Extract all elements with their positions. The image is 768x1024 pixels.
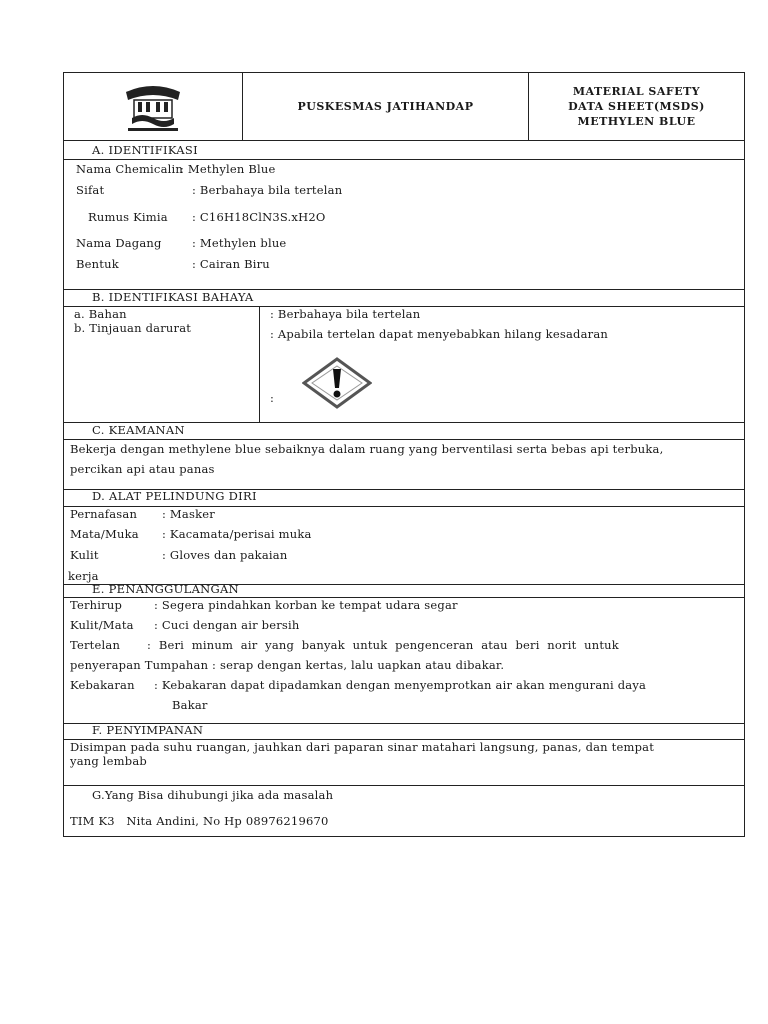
logo-cell: [64, 73, 243, 140]
section-b-body: [64, 307, 744, 423]
identity-value-1: : Methylen Blue: [180, 162, 276, 176]
section-d-body: [64, 507, 744, 585]
document-header: [64, 73, 744, 141]
ppe-label-3: Kulit: [70, 548, 99, 562]
section-a-body: [64, 160, 744, 290]
ppe-label-1: Pernafasan: [70, 507, 138, 521]
response-line-6: Bakar: [172, 698, 208, 712]
ppe-wrap: kerja: [68, 569, 99, 583]
msds-document: [63, 72, 745, 837]
section-f-body: [64, 740, 744, 786]
hazard-value-a: : Berbahaya bila tertelan: [270, 307, 421, 321]
response-value-5: : Kebakaran dapat dipadamkan dengan menyemprotkan air akan mengurani daya: [154, 678, 647, 692]
section-d-title: D. ALAT PELINDUNG DIRI: [64, 490, 744, 507]
contact-info: TIM K3 Nita Andini, No Hp 08976219670: [70, 814, 329, 828]
section-e-body: [64, 598, 744, 724]
response-line-4: penyerapan Tumpahan : serap dengan kertas, lalu uapkan atau dibakar.: [70, 658, 505, 672]
identity-label-4: Nama Dagang: [76, 236, 162, 250]
exclamation-diamond-icon: [302, 357, 372, 409]
ppe-label-2: Mata/Muka: [70, 527, 139, 541]
doc-title-line-1: MATERIAL SAFETY: [572, 85, 701, 98]
response-label-2: Kulit/Mata: [70, 618, 134, 632]
identity-label-5: Bentuk: [76, 257, 119, 271]
identity-value-5: : Cairan Biru: [192, 257, 270, 271]
hazard-label-a: a. Bahan: [74, 307, 127, 321]
storage-text-1: Disimpan pada suhu ruangan, jauhkan dari paparan sinar matahari langsung, panas, dan tempat: [70, 740, 655, 754]
response-label-5: Kebakaran: [70, 678, 135, 692]
response-line-3: Tertelan : Beri minum air yang banyak untuk pengenceran atau beri norit untuk: [70, 638, 619, 652]
doc-title-line-2: DATA SHEET(MSDS): [568, 100, 705, 113]
identity-value-4: : Methylen blue: [192, 236, 287, 250]
section-g: [64, 786, 744, 836]
doc-title-line-3: METHYLEN BLUE: [577, 115, 696, 128]
hazard-labels-cell: [64, 307, 260, 422]
section-b-title: B. IDENTIFIKASI BAHAYA: [64, 290, 744, 307]
section-a-title: A. IDENTIFIKASI: [64, 141, 744, 160]
safety-text-1: Bekerja dengan methylene blue sebaiknya dalam ruang yang berventilasi serta bebas api terbuka,: [70, 442, 664, 456]
response-value-1: : Segera pindahkan korban ke tempat udara segar: [154, 598, 458, 612]
section-c-body: [64, 440, 744, 490]
ppe-value-1: : Masker: [162, 507, 215, 521]
hazard-value-b: : Apabila tertelan dapat menyebabkan hilang kesadaran: [270, 327, 608, 341]
org-name: PUSKESMAS JATIHANDAP: [243, 73, 529, 140]
identity-label-1: Nama Chemicalin: [76, 162, 183, 176]
hazard-label-b: b. Tinjauan darurat: [74, 321, 192, 335]
city-emblem-logo: [120, 78, 186, 136]
response-label-1: Terhirup: [70, 598, 123, 612]
identity-value-3: : C16H18ClN3S.xH2O: [192, 210, 326, 224]
safety-text-2: percikan api atau panas: [70, 462, 215, 476]
doc-title: [529, 73, 744, 140]
section-f-title: F. PENYIMPANAN: [64, 724, 744, 740]
identity-label-3: Rumus Kimia: [88, 210, 168, 224]
identity-value-2: : Berbahaya bila tertelan: [192, 183, 343, 197]
hazard-value-c: :: [270, 391, 275, 405]
section-e-title: E. PENANGGULANGAN: [64, 585, 744, 598]
identity-label-2: Sifat: [76, 183, 105, 197]
section-c-title: C. KEAMANAN: [64, 423, 744, 440]
ppe-value-3: : Gloves dan pakaian: [162, 548, 288, 562]
storage-text-2: yang lembab: [70, 754, 147, 768]
response-value-2: : Cuci dengan air bersih: [154, 618, 300, 632]
ppe-value-2: : Kacamata/perisai muka: [162, 527, 312, 541]
section-g-title: G.Yang Bisa dihubungi jika ada masalah: [92, 788, 334, 802]
